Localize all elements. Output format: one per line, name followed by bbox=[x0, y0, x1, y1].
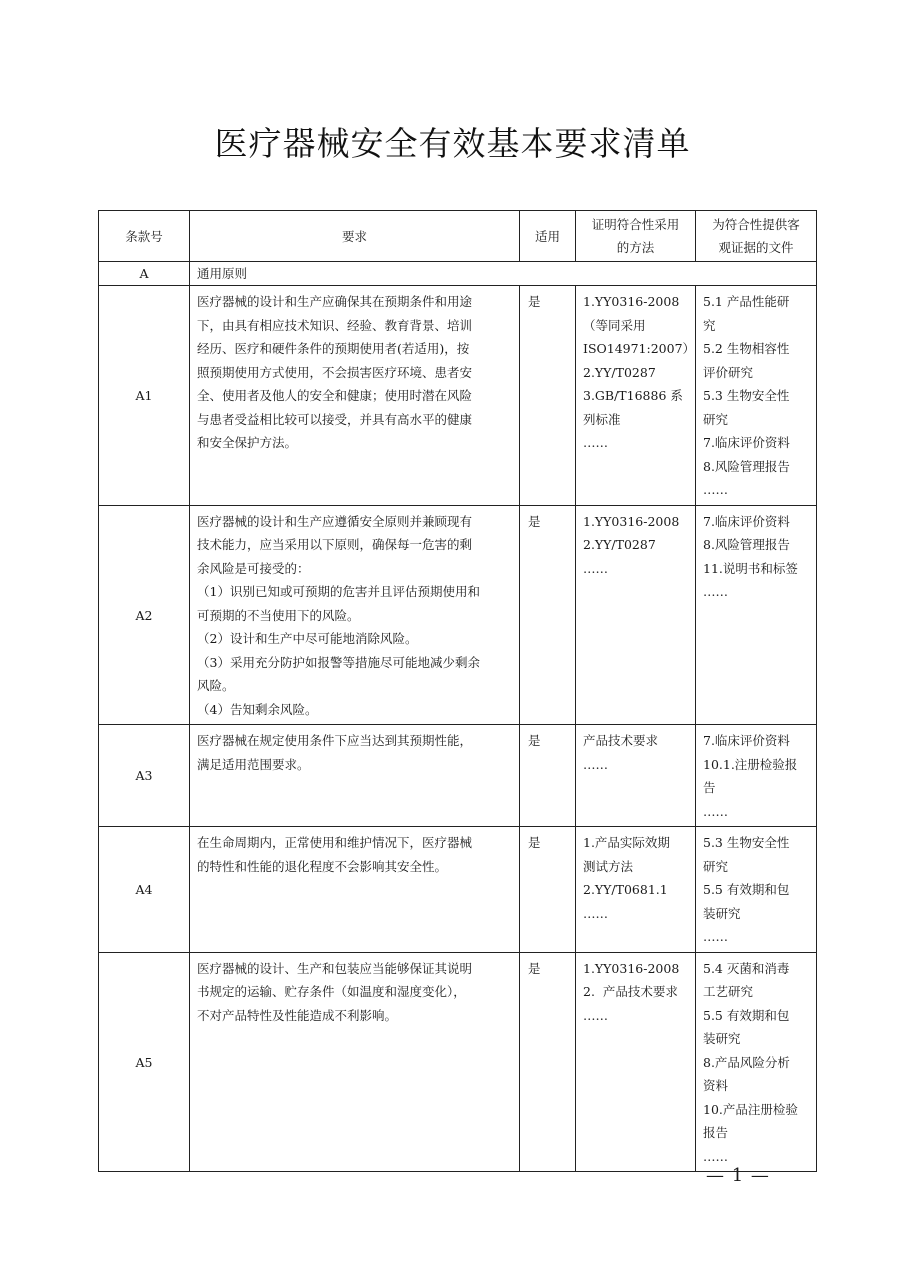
conformity-methods-line: 列标准 bbox=[583, 411, 621, 427]
requirement-text-line: 经历、医疗和硬件条件的预期使用者(若适用)，按 bbox=[197, 341, 470, 356]
table-row bbox=[99, 952, 817, 1172]
requirement-text bbox=[190, 505, 520, 725]
evidence-documents-line: 装研究 bbox=[703, 905, 741, 921]
conformity-methods-line: …… bbox=[583, 905, 608, 921]
conformity-methods-line: 3.GB/T16886 系 bbox=[583, 388, 683, 403]
requirement-text-line: 技术能力，应当采用以下原则，确保每一危害的剩 bbox=[197, 537, 473, 552]
evidence-documents-line: 11.说明书和标签 bbox=[703, 560, 798, 576]
evidence-documents-line: 5.3 生物安全性 bbox=[703, 835, 790, 850]
conformity-methods-line: 测试方法 bbox=[583, 858, 634, 874]
header-requirement: 要求 bbox=[190, 211, 520, 262]
requirement-text-line: 下，由具有相应技术知识、经验、教育背景、培训 bbox=[197, 317, 473, 333]
applicable-value: 是 bbox=[520, 286, 576, 506]
requirement-text-line: 照预期使用方式使用，不会损害医疗环境、患者安 bbox=[197, 364, 473, 380]
header-documents-line: 为符合性提供客 bbox=[712, 217, 800, 232]
clause-id: A1 bbox=[99, 286, 190, 506]
evidence-documents-line: 7.临床评价资料 bbox=[703, 733, 790, 748]
conformity-methods bbox=[576, 952, 696, 1172]
conformity-methods-line: 1.YY0316-2008 bbox=[583, 960, 680, 976]
evidence-documents-line: …… bbox=[703, 929, 728, 944]
evidence-documents-line: 8.风险管理报告 bbox=[703, 537, 790, 552]
requirement-text-line: 医疗器械在规定使用条件下应当达到其预期性能， bbox=[197, 733, 473, 748]
evidence-documents-line: 5.1 产品性能研 bbox=[703, 294, 790, 309]
evidence-documents bbox=[696, 725, 817, 827]
requirement-text-line: 不对产品特性及性能造成不利影响。 bbox=[197, 1007, 398, 1023]
requirement-text bbox=[190, 286, 520, 506]
evidence-documents-line: 资料 bbox=[703, 1078, 729, 1093]
header-method bbox=[576, 211, 696, 262]
section-label: 通用原则 bbox=[190, 262, 817, 286]
evidence-documents-line: 7.临床评价资料 bbox=[703, 435, 790, 450]
requirement-text-line: （3）采用充分防护如报警等措施尽可能地减少剩余 bbox=[197, 654, 480, 670]
requirement-text-line: （4）告知剩余风险。 bbox=[197, 701, 318, 717]
header-documents-line: 观证据的文件 bbox=[718, 240, 794, 255]
requirements-table bbox=[98, 210, 817, 1172]
applicable-value: 是 bbox=[520, 505, 576, 725]
page-number: — 1 — bbox=[706, 1165, 770, 1186]
conformity-methods-line: …… bbox=[583, 435, 608, 450]
evidence-documents bbox=[696, 505, 817, 725]
evidence-documents-line: 究 bbox=[703, 317, 716, 333]
conformity-methods-line: 2.YY/T0681.1 bbox=[583, 882, 668, 897]
header-method-line: 的方法 bbox=[616, 240, 655, 255]
evidence-documents-line: 工艺研究 bbox=[703, 984, 754, 999]
applicable-value: 是 bbox=[520, 725, 576, 827]
evidence-documents-line: 5.5 有效期和包 bbox=[703, 1007, 790, 1023]
clause-id: A5 bbox=[99, 952, 190, 1172]
evidence-documents-line: 7.临床评价资料 bbox=[703, 513, 790, 529]
requirement-text-line: 和安全保护方法。 bbox=[197, 435, 298, 450]
requirement-text-line: 全、使用者及他人的安全和健康；使用时潜在风险 bbox=[197, 388, 473, 403]
table-row bbox=[99, 505, 817, 725]
evidence-documents-line: 5.2 生物相容性 bbox=[703, 341, 790, 356]
requirement-text bbox=[190, 952, 520, 1172]
header-applicable: 适用 bbox=[520, 211, 576, 262]
table-row bbox=[99, 725, 817, 827]
evidence-documents-line: 报告 bbox=[703, 1125, 729, 1140]
evidence-documents-line: 研究 bbox=[703, 858, 729, 874]
conformity-methods-line: …… bbox=[583, 1007, 608, 1023]
conformity-methods bbox=[576, 725, 696, 827]
conformity-methods bbox=[576, 505, 696, 725]
evidence-documents-line: …… bbox=[703, 482, 728, 497]
clause-id: A4 bbox=[99, 827, 190, 953]
evidence-documents bbox=[696, 952, 817, 1172]
conformity-methods bbox=[576, 286, 696, 506]
requirement-text-line: （1）识别已知或可预期的危害并且评估预期使用和 bbox=[197, 584, 480, 599]
requirement-text-line: 医疗器械的设计和生产应遵循安全原则并兼顾现有 bbox=[197, 513, 473, 529]
conformity-methods-line: 1.产品实际效期 bbox=[583, 835, 670, 850]
requirement-text-line: 与患者受益相比较可以接受，并具有高水平的健康 bbox=[197, 411, 473, 427]
conformity-methods-line: 2. 产品技术要求 bbox=[583, 984, 678, 999]
table-row bbox=[99, 286, 817, 506]
table-row bbox=[99, 827, 817, 953]
requirement-text-line: 风险。 bbox=[197, 678, 235, 693]
evidence-documents-line: 装研究 bbox=[703, 1031, 741, 1046]
evidence-documents-line: 10.产品注册检验 bbox=[703, 1101, 798, 1117]
table-header-row bbox=[99, 211, 817, 262]
requirement-text-line: 的特性和性能的退化程度不会影响其安全性。 bbox=[197, 858, 448, 874]
evidence-documents-line: 10.1.注册检验报 bbox=[703, 756, 798, 772]
header-documents bbox=[696, 211, 817, 262]
applicable-value: 是 bbox=[520, 827, 576, 953]
header-clause: 条款号 bbox=[99, 211, 190, 262]
applicable-value: 是 bbox=[520, 952, 576, 1172]
page-title: 医疗器械安全有效基本要求清单 bbox=[214, 124, 691, 163]
conformity-methods bbox=[576, 827, 696, 953]
requirement-text-line: 满足适用范围要求。 bbox=[197, 756, 310, 772]
conformity-methods-line: 2.YY/T0287 bbox=[583, 537, 656, 552]
clause-id: A3 bbox=[99, 725, 190, 827]
evidence-documents bbox=[696, 286, 817, 506]
evidence-documents-line: 5.5 有效期和包 bbox=[703, 882, 790, 897]
conformity-methods-line: ISO14971:2007） bbox=[583, 341, 696, 356]
evidence-documents-line: 5.4 灭菌和消毒 bbox=[703, 960, 790, 976]
evidence-documents-line: 告 bbox=[703, 780, 716, 795]
evidence-documents-line: 8.风险管理报告 bbox=[703, 458, 790, 474]
conformity-methods-line: 2.YY/T0287 bbox=[583, 364, 656, 380]
evidence-documents-line: 5.3 生物安全性 bbox=[703, 388, 790, 403]
evidence-documents-line: 研究 bbox=[703, 411, 729, 427]
section-id: A bbox=[99, 262, 190, 286]
evidence-documents-line: 评价研究 bbox=[703, 364, 754, 380]
requirement-text-line: 可预期的不当使用下的风险。 bbox=[197, 607, 360, 623]
section-row bbox=[99, 262, 817, 286]
requirement-text-line: 余风险是可接受的： bbox=[197, 560, 310, 576]
requirement-text-line: 医疗器械的设计和生产应确保其在预期条件和用途 bbox=[197, 294, 473, 309]
conformity-methods-line: （等同采用 bbox=[583, 317, 646, 333]
conformity-methods-line: 1.YY0316-2008 bbox=[583, 513, 680, 529]
requirement-text-line: 医疗器械的设计、生产和包装应当能够保证其说明 bbox=[197, 960, 473, 976]
evidence-documents-line: …… bbox=[703, 584, 728, 599]
evidence-documents-line: …… bbox=[703, 803, 728, 819]
requirement-text-line: （2）设计和生产中尽可能地消除风险。 bbox=[197, 631, 418, 646]
header-method-line: 证明符合性采用 bbox=[591, 217, 680, 232]
evidence-documents bbox=[696, 827, 817, 953]
evidence-documents-line: …… bbox=[703, 1148, 728, 1164]
requirement-text-line: 在生命周期内，正常使用和维护情况下，医疗器械 bbox=[197, 835, 473, 850]
conformity-methods-line: 1.YY0316-2008 bbox=[583, 294, 680, 309]
conformity-methods-line: …… bbox=[583, 560, 608, 576]
evidence-documents-line: 8.产品风险分析 bbox=[703, 1054, 790, 1070]
conformity-methods-line: …… bbox=[583, 756, 608, 772]
conformity-methods-line: 产品技术要求 bbox=[583, 733, 659, 748]
requirement-text bbox=[190, 827, 520, 953]
clause-id: A2 bbox=[99, 505, 190, 725]
requirement-text-line: 书规定的运输、贮存条件（如温度和湿度变化）， bbox=[197, 984, 466, 999]
requirement-text bbox=[190, 725, 520, 827]
